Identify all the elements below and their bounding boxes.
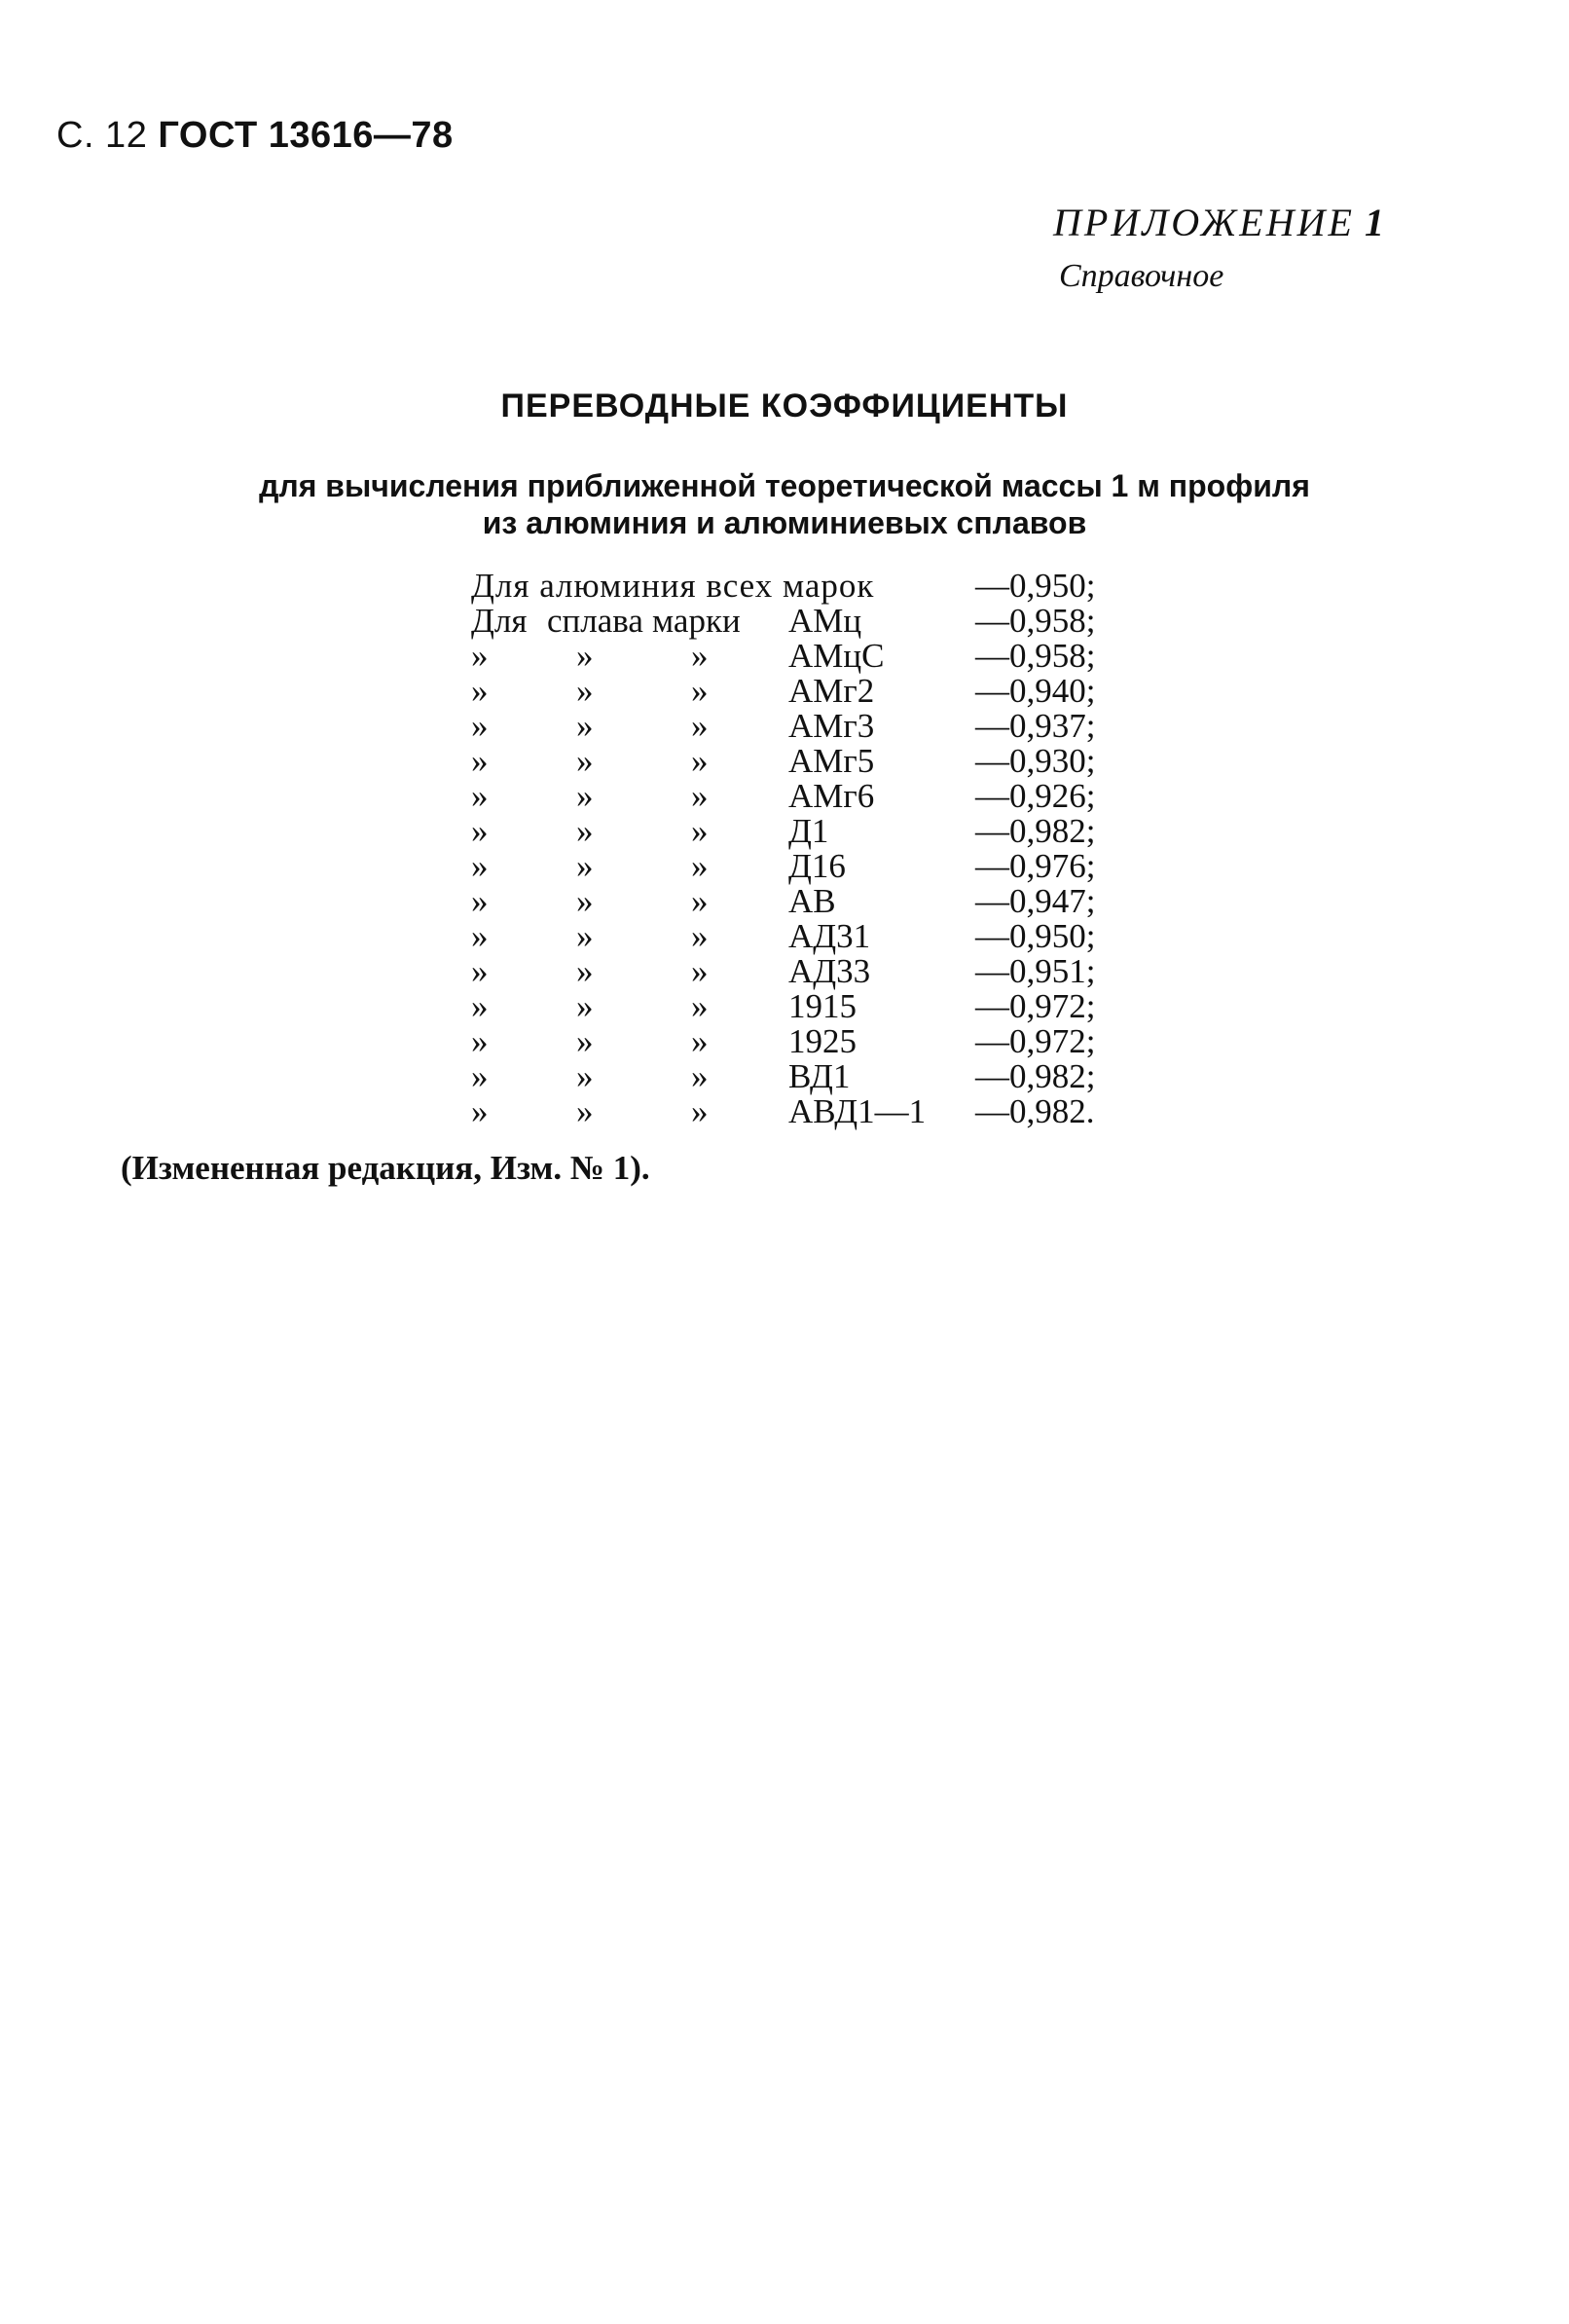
appendix-status: Справочное [1059,258,1224,294]
alloy-grade: Д1 [788,812,829,850]
coefficient-value: —0,982; [975,1057,1096,1095]
appendix-heading [1053,200,1387,245]
aluminium-all-grades-label: Для алюминия всех марок [471,567,875,605]
ditto-mark: » [576,917,594,955]
ditto-mark: » [576,1057,594,1095]
ditto-mark: » [471,1057,489,1095]
table-row [471,989,1112,1024]
ditto-mark: » [471,742,489,780]
table-row [471,779,1112,814]
row-word: сплава [547,602,643,640]
ditto-mark: » [576,1092,594,1130]
coefficient-value: —0,982. [975,1092,1095,1130]
coefficient-value: —0,976; [975,847,1096,885]
ditto-mark: » [691,1022,709,1060]
table-row [471,1059,1112,1094]
alloy-grade: АМг3 [788,707,875,745]
table-row [471,639,1112,674]
alloy-grade: АМг6 [788,777,875,815]
alloy-grade: Д16 [788,847,846,885]
ditto-mark: » [576,812,594,850]
ditto-mark: » [576,707,594,745]
ditto-mark: » [576,672,594,710]
table-row [471,674,1112,709]
coefficient-value: —0,926; [975,777,1096,815]
ditto-mark: » [691,987,709,1025]
ditto-mark: » [691,707,709,745]
ditto-mark: » [576,1022,594,1060]
table-row [471,569,1112,604]
ditto-mark: » [471,707,489,745]
coefficient-value: —0,950; [975,567,1096,605]
table-row [471,884,1112,919]
ditto-mark: » [691,672,709,710]
appendix-number: 1 [1364,201,1387,244]
ditto-mark: » [691,637,709,675]
ditto-mark: » [471,1022,489,1060]
amendment-note: (Измененная редакция, Изм. № 1). [121,1149,650,1187]
table-row [471,954,1112,989]
table-row [471,604,1112,639]
table-row [471,744,1112,779]
page-number: С. 12 [56,115,148,156]
table-row [471,814,1112,849]
ditto-mark: » [471,917,489,955]
ditto-mark: » [576,777,594,815]
table-row [471,849,1112,884]
ditto-mark: » [576,952,594,990]
table-row [471,709,1112,744]
subtitle-line-1: для вычисления приближенной теоретической массы 1 м профиля [259,468,1310,503]
row-word: Для [471,602,528,640]
standard-code: ГОСТ 13616—78 [158,115,454,156]
ditto-mark: » [576,882,594,920]
ditto-mark: » [576,637,594,675]
ditto-mark: » [691,847,709,885]
coefficient-value: —0,958; [975,637,1096,675]
ditto-mark: » [471,672,489,710]
ditto-mark: » [576,742,594,780]
ditto-mark: » [471,847,489,885]
alloy-grade: 1915 [788,987,857,1025]
ditto-mark: » [471,1092,489,1130]
coefficient-value: —0,972; [975,987,1096,1025]
ditto-mark: » [471,882,489,920]
coefficient-value: —0,958; [975,602,1096,640]
ditto-mark: » [691,742,709,780]
coefficient-value: —0,982; [975,812,1096,850]
ditto-mark: » [471,952,489,990]
table-row [471,1024,1112,1059]
coefficient-value: —0,950; [975,917,1096,955]
coefficient-value: —0,940; [975,672,1096,710]
appendix-label: ПРИЛОЖЕНИЕ [1053,201,1355,244]
coefficient-value: —0,972; [975,1022,1096,1060]
ditto-mark: » [691,812,709,850]
ditto-mark: » [471,812,489,850]
ditto-mark: » [471,777,489,815]
alloy-grade: АВД1—1 [788,1092,927,1130]
alloy-grade: АМг5 [788,742,875,780]
coefficients-table [471,569,1112,1129]
alloy-grade: ВД1 [788,1057,851,1095]
coefficient-value: —0,947; [975,882,1096,920]
page-header [56,115,454,157]
alloy-grade: АМц [788,602,862,640]
alloy-grade: АВ [788,882,836,920]
document-title: ПЕРЕВОДНЫЕ КОЭФФИЦИЕНТЫ [500,387,1069,424]
ditto-mark: » [471,987,489,1025]
document-subtitle [0,467,1569,541]
row-word: марки [652,602,741,640]
ditto-mark: » [691,1057,709,1095]
subtitle-line-2: из алюминия и алюминиевых сплавов [482,505,1087,540]
ditto-mark: » [691,882,709,920]
coefficient-value: —0,951; [975,952,1096,990]
ditto-mark: » [471,637,489,675]
alloy-grade: 1925 [788,1022,857,1060]
alloy-grade: АД31 [788,917,871,955]
alloy-grade: АД33 [788,952,871,990]
alloy-grade: АМцС [788,637,885,675]
table-row [471,1094,1112,1129]
ditto-mark: » [691,952,709,990]
table-row [471,919,1112,954]
ditto-mark: » [576,987,594,1025]
ditto-mark: » [691,777,709,815]
alloy-grade: АМг2 [788,672,875,710]
coefficient-value: —0,930; [975,742,1096,780]
ditto-mark: » [576,847,594,885]
ditto-mark: » [691,1092,709,1130]
coefficient-value: —0,937; [975,707,1096,745]
ditto-mark: » [691,917,709,955]
